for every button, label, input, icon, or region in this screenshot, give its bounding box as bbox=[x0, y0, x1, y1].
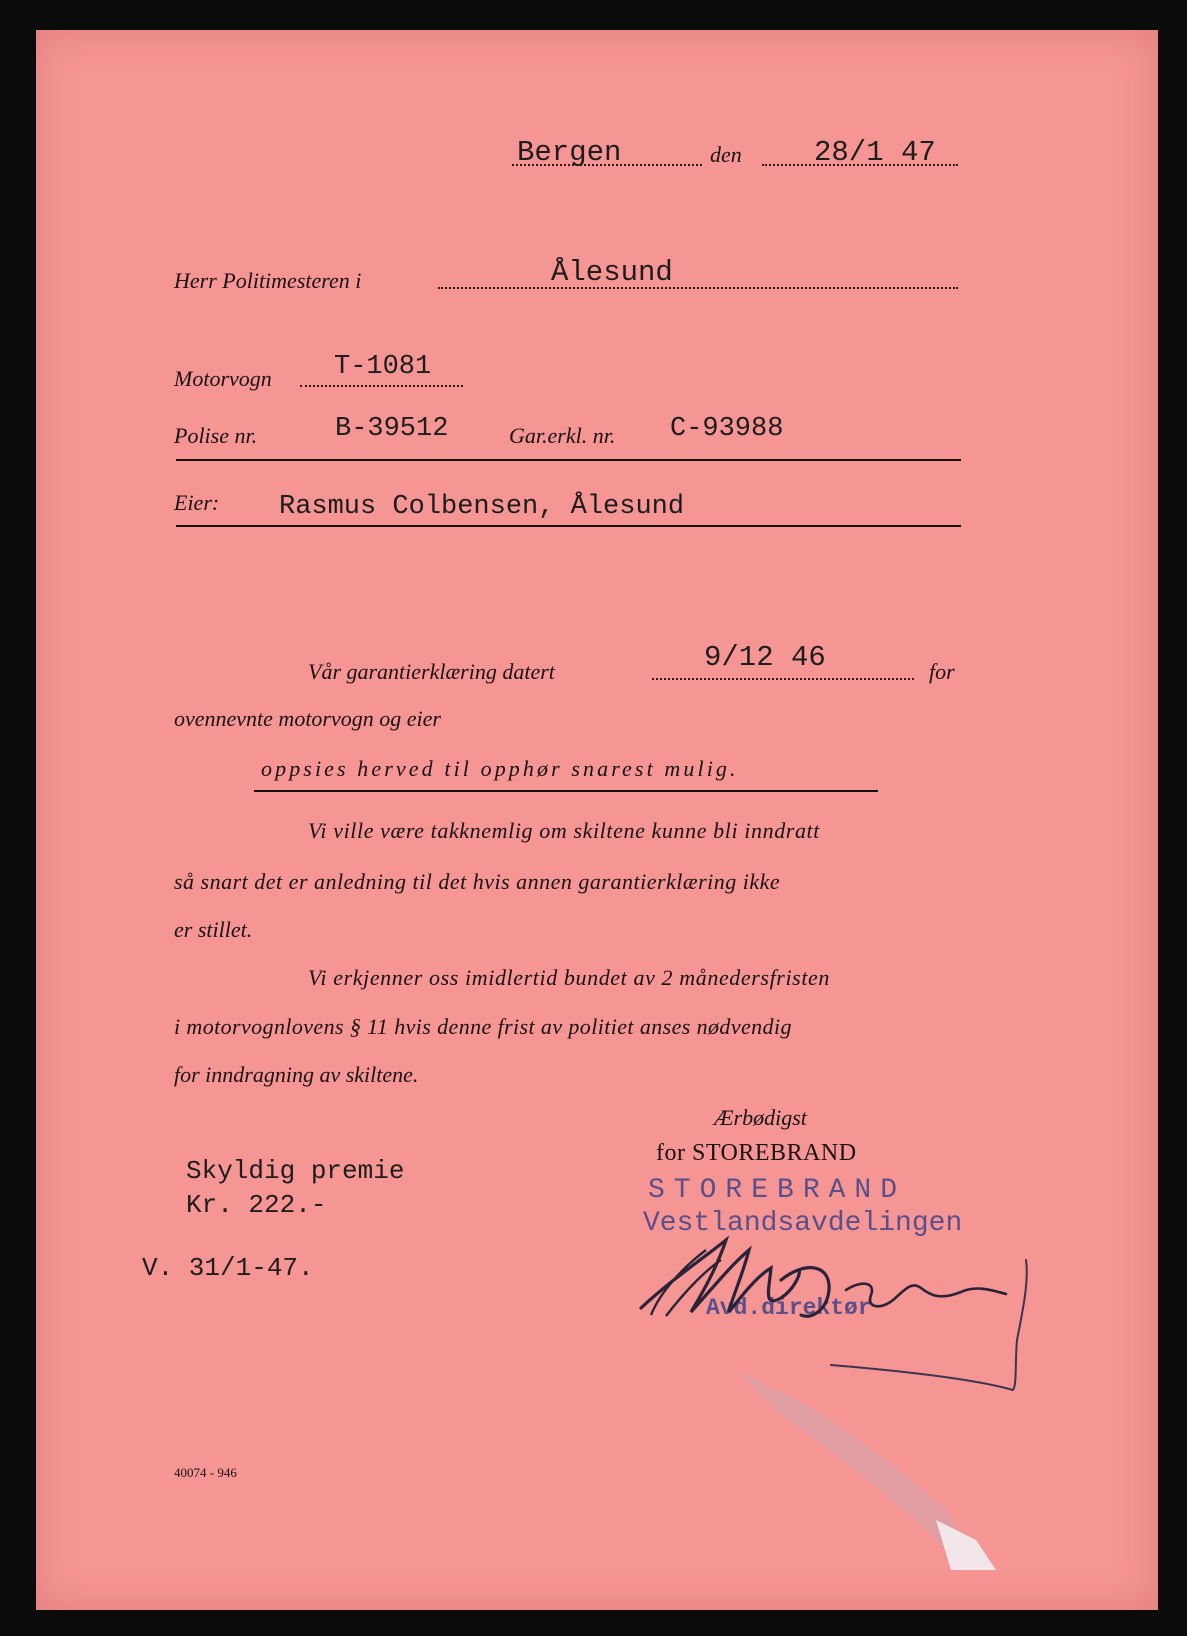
letter-sheet bbox=[36, 30, 1158, 1610]
stamp-title: Avd.direktør bbox=[706, 1295, 872, 1321]
para2-line1: Vi ville være takknemlig om skiltene kunne bli inndratt bbox=[308, 818, 820, 843]
eier-rule bbox=[176, 525, 961, 527]
oppsies-underline bbox=[254, 790, 878, 792]
premium-label: Skyldig premie bbox=[186, 1156, 405, 1186]
recipient-city: Ålesund bbox=[551, 256, 673, 289]
guarantee-date: 9/12 46 bbox=[704, 641, 826, 674]
place: Bergen bbox=[517, 136, 622, 169]
para2-line3: er stillet. bbox=[174, 917, 253, 942]
garerkl-label: Gar.erkl. nr. bbox=[509, 423, 616, 448]
guarantee-date-dotted-line bbox=[652, 678, 914, 680]
closing-for-company: for STOREBRAND bbox=[656, 1140, 857, 1166]
para3-line2: i motorvognlovens § 11 hvis denne frist av politiet anses nødvendig bbox=[174, 1014, 792, 1039]
para1-line2: ovennevnte motorvogn og eier bbox=[174, 706, 441, 731]
paper-damage bbox=[736, 1370, 1036, 1570]
para3-line3: for inndragning av skiltene. bbox=[174, 1062, 419, 1087]
para2-line2: så snart det er anledning til det hvis annen garantierklæring ikke bbox=[174, 869, 781, 894]
motorvogn-label: Motorvogn bbox=[174, 366, 272, 391]
para3-line1: Vi erkjenner oss imidlertid bundet av 2 månedersfristen bbox=[308, 965, 831, 990]
stamp-company: STOREBRAND bbox=[648, 1175, 907, 1206]
garerkl-value: C-93988 bbox=[670, 414, 784, 444]
motorvogn-dotted-line bbox=[300, 385, 463, 387]
letter-date: 28/1 47 bbox=[814, 136, 936, 169]
para1-line3: oppsies herved til opphør snarest mulig. bbox=[261, 756, 739, 781]
polise-rule bbox=[176, 459, 961, 461]
motorvogn-value: T-1081 bbox=[334, 352, 432, 382]
para1-line1-start: Vår garantierklæring datert bbox=[308, 659, 555, 684]
polise-value: B-39512 bbox=[335, 414, 449, 444]
recipient-label: Herr Politimesteren i bbox=[174, 268, 362, 293]
eier-value: Rasmus Colbensen, Ålesund bbox=[279, 492, 685, 522]
recipient-dotted-line bbox=[438, 287, 958, 289]
den-label: den bbox=[710, 142, 742, 167]
place-dotted-line bbox=[512, 164, 702, 166]
eier-label: Eier: bbox=[174, 490, 220, 515]
premium-amount: Kr. 222.- bbox=[186, 1190, 327, 1220]
para1-line1-end: for bbox=[929, 659, 955, 684]
verified-note: V. 31/1-47. bbox=[142, 1253, 314, 1283]
form-number: 40074 - 946 bbox=[174, 1465, 237, 1480]
stamp-department: Vestlandsavdelingen bbox=[643, 1208, 963, 1239]
polise-label: Polise nr. bbox=[174, 423, 258, 448]
closing-greeting: Ærbødigst bbox=[714, 1105, 807, 1130]
date-dotted-line bbox=[762, 164, 958, 166]
